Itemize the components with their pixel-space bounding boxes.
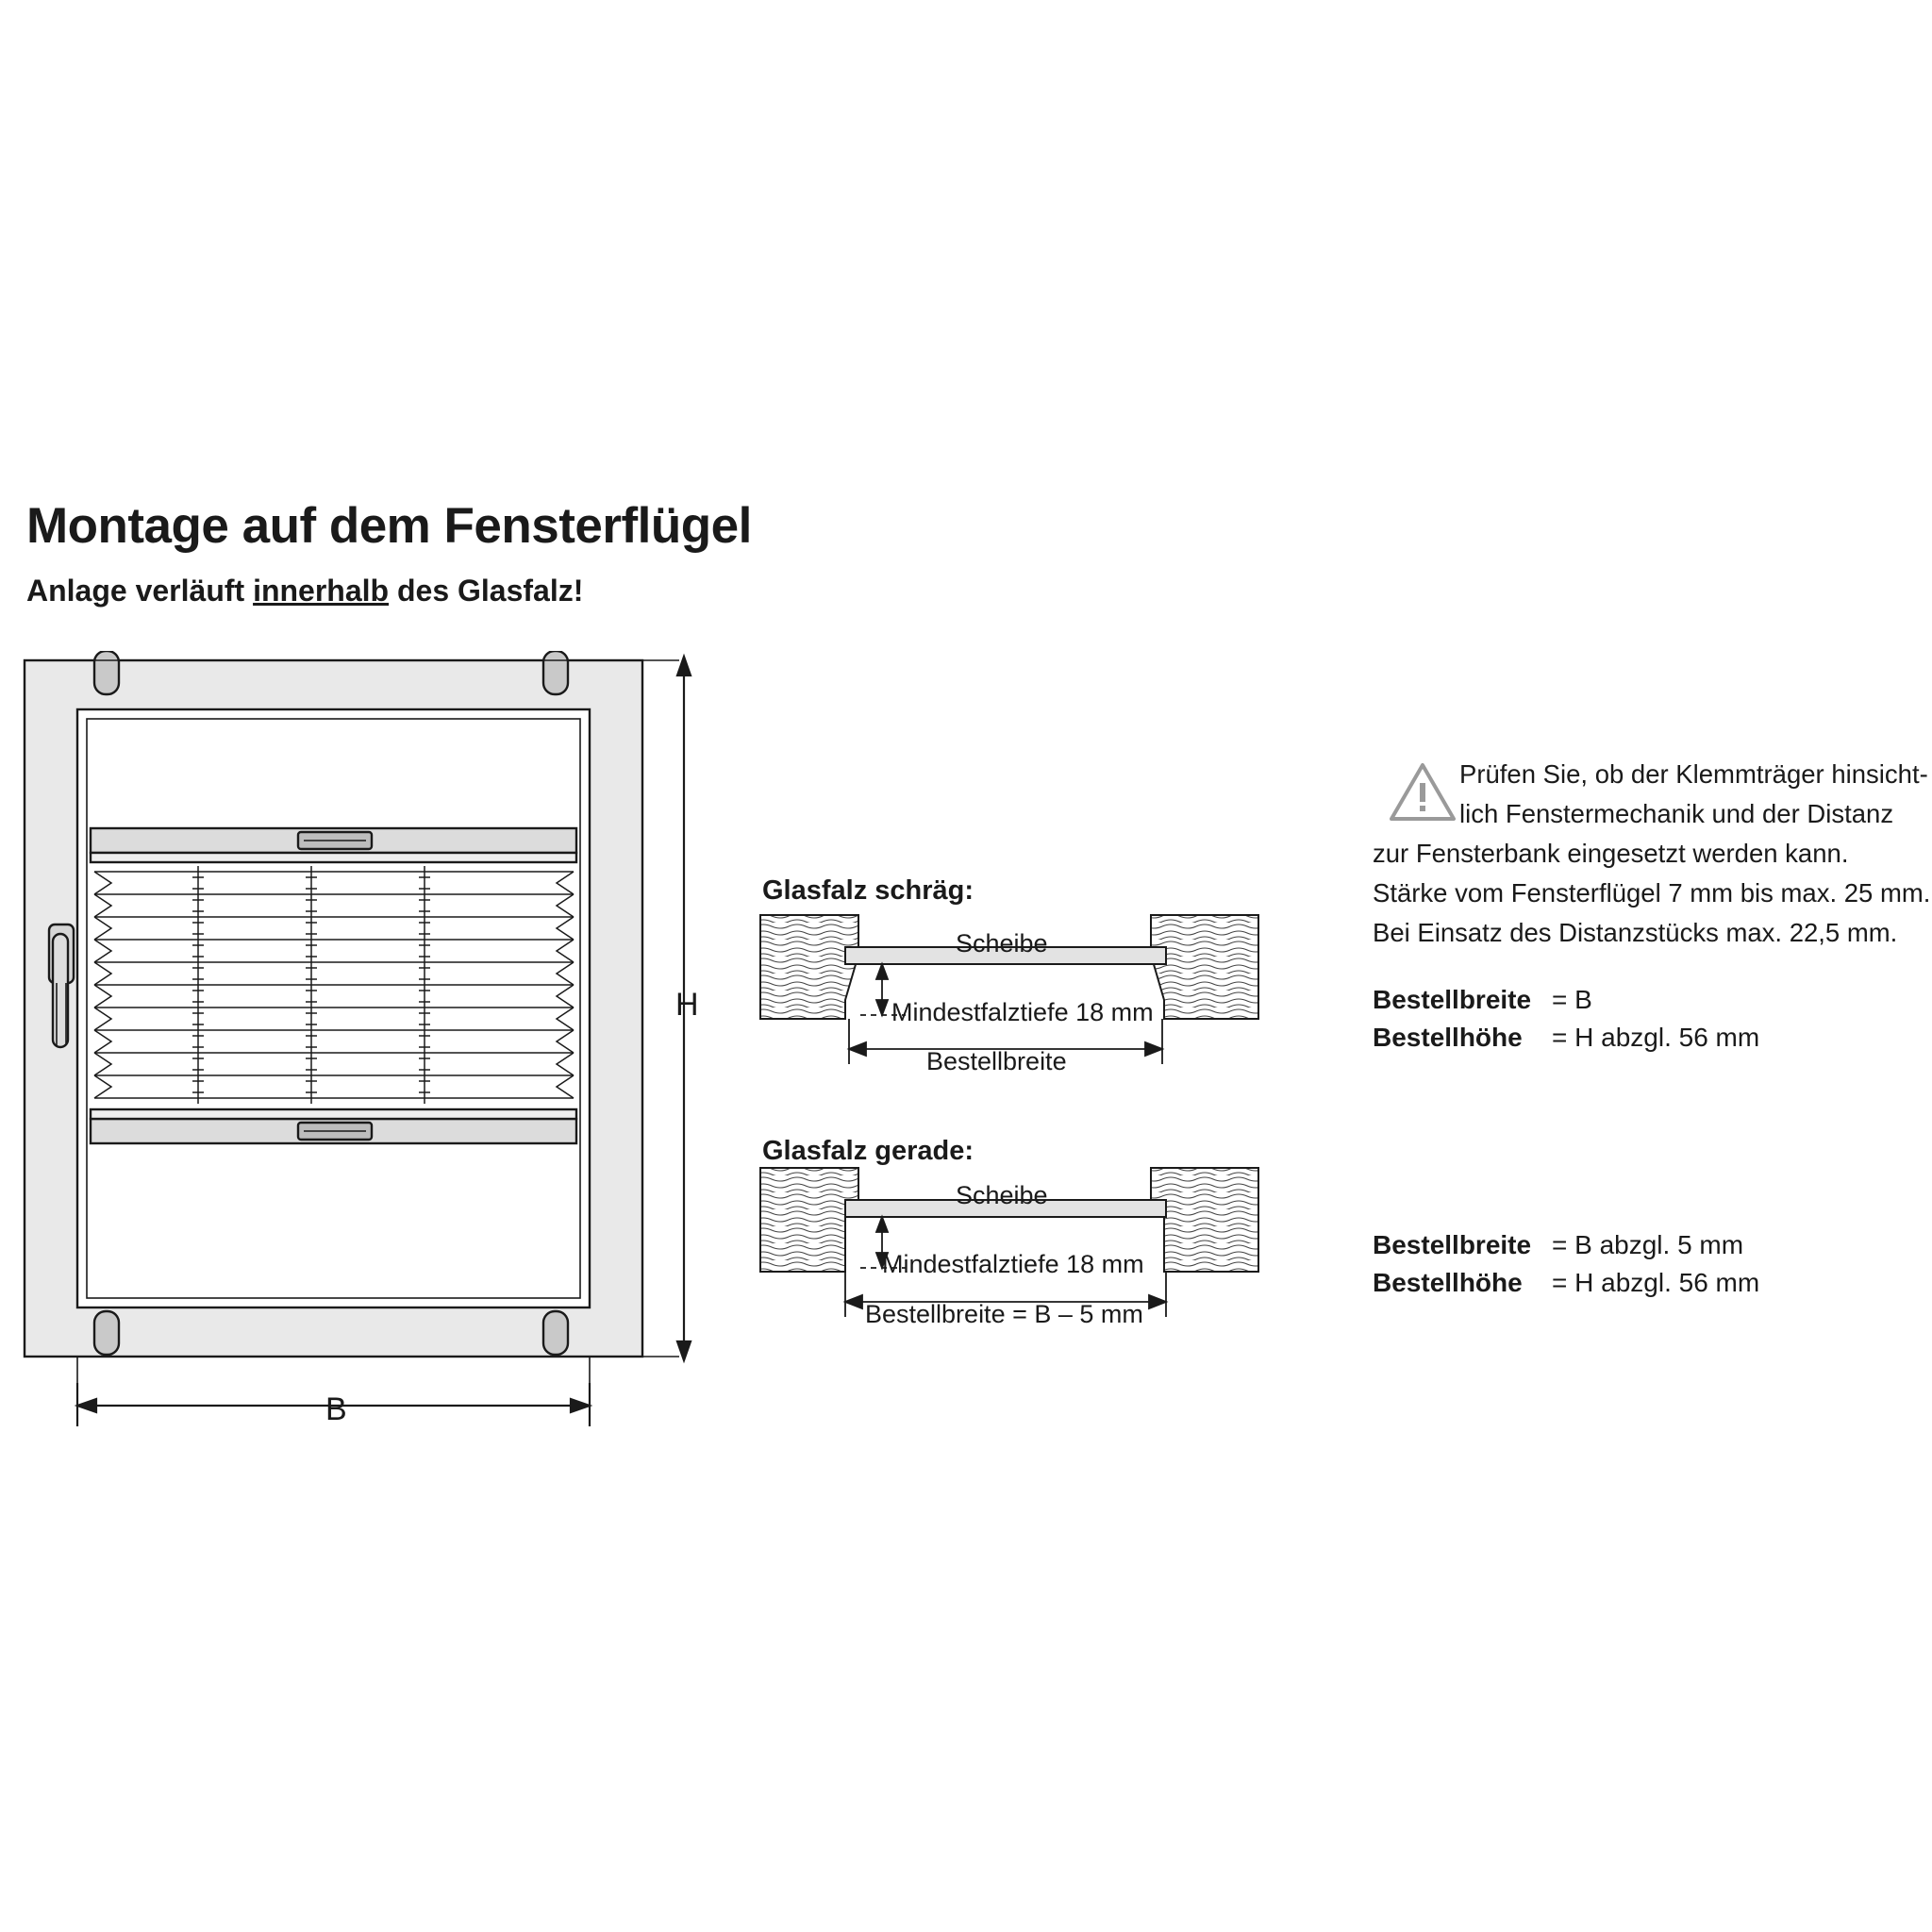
spec-row <box>1373 1264 1759 1302</box>
width-dimension-label: B <box>325 1391 347 1427</box>
page-subtitle <box>26 574 583 608</box>
spec-value: = B abzgl. 5 mm <box>1552 1230 1744 1259</box>
subtitle-pre: Anlage verläuft <box>26 574 254 608</box>
detail-schraeg-depth-label: Mindestfalztiefe 18 mm <box>891 998 1154 1026</box>
subtitle-underlined: innerhalb <box>253 574 390 608</box>
notice-line-5: Bei Einsatz des Distanzstücks max. 22,5 mm. <box>1373 918 1898 947</box>
spec-key: Bestellhöhe <box>1373 1268 1523 1297</box>
notice-line-3: zur Fensterbank eingesetzt werden kann. <box>1373 839 1849 868</box>
window-sash-diagram <box>19 651 679 1387</box>
notice-line-1: Prüfen Sie, ob der Klemmträger hinsicht- <box>1459 759 1928 789</box>
detail-caption-schraeg: Glasfalz schräg: <box>762 875 974 906</box>
spec-key: Bestellhöhe <box>1373 1023 1523 1052</box>
detail-schraeg-width-label: Bestellbreite <box>926 1047 1067 1075</box>
detail-gerade-depth-label: Mindestfalztiefe 18 mm <box>882 1250 1144 1278</box>
spec-row <box>1373 981 1759 1019</box>
detail-caption-gerade: Glasfalz gerade: <box>762 1136 974 1166</box>
detail-gerade-pane-label: Scheibe <box>956 1181 1048 1209</box>
notice-line-4: Stärke vom Fensterflügel 7 mm bis max. 25 mm. <box>1373 878 1931 908</box>
spec-block-schraeg <box>1373 981 1759 1057</box>
detail-schraeg-pane-label: Scheibe <box>956 929 1048 958</box>
spec-row <box>1373 1226 1759 1264</box>
notice-line-2: lich Fenstermechanik und der Distanz <box>1459 799 1894 828</box>
spec-block-gerade <box>1373 1226 1759 1302</box>
spec-row <box>1373 1019 1759 1057</box>
spec-value: = H abzgl. 56 mm <box>1552 1268 1760 1297</box>
detail-gerade-width-label: Bestellbreite = B – 5 mm <box>865 1300 1143 1328</box>
page-title: Montage auf dem Fensterflügel <box>26 498 752 554</box>
spec-value: = B <box>1552 985 1592 1014</box>
spec-value: = H abzgl. 56 mm <box>1552 1023 1760 1052</box>
subtitle-post: des Glasfalz! <box>389 574 584 608</box>
notice-text <box>1373 755 1931 953</box>
height-dimension-label: H <box>675 987 699 1023</box>
width-dimension-arrow <box>19 1377 679 1434</box>
spec-key: Bestellbreite <box>1373 1230 1532 1259</box>
spec-key: Bestellbreite <box>1373 985 1532 1014</box>
